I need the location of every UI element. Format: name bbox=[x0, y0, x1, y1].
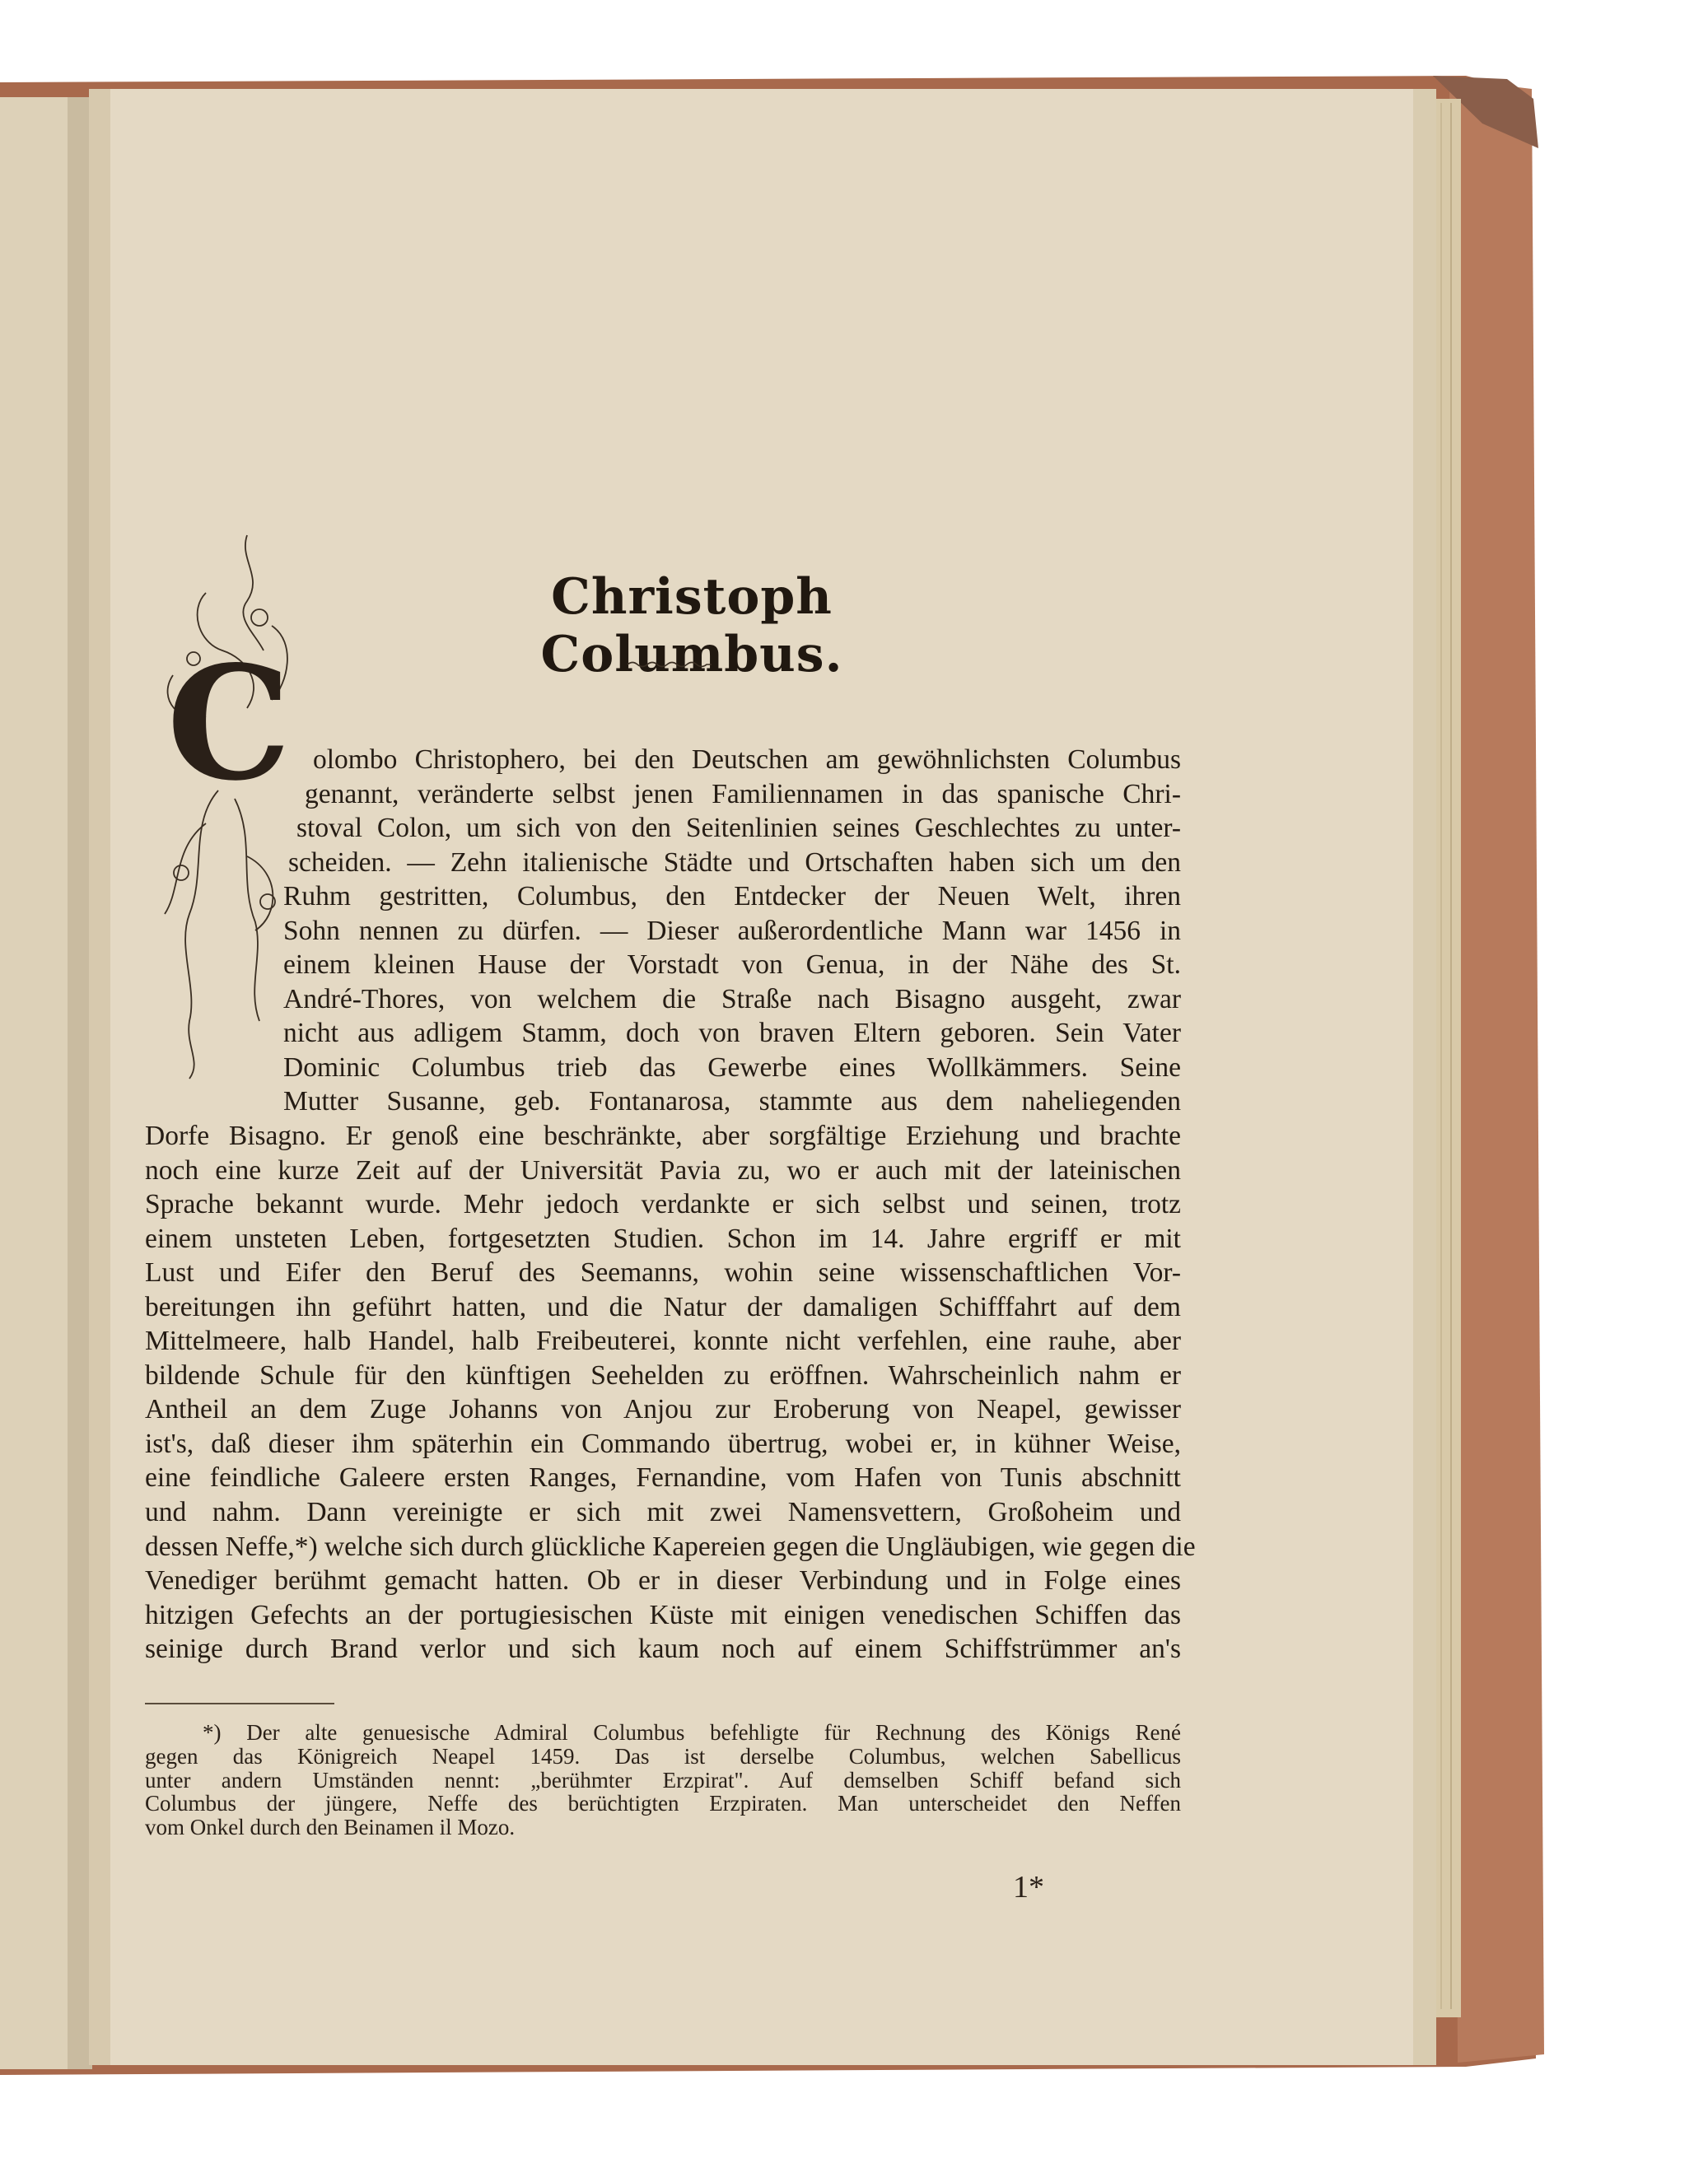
body-line: Sohn nennen zu dürfen. — Dieser außerordentliche Mann war 1456 in bbox=[283, 915, 1181, 946]
footnote-rule bbox=[145, 1703, 334, 1704]
body-line: Sprache bekannt wurde. Mehr jedoch verdankte er sich selbst und seinen, trotz bbox=[145, 1189, 1181, 1220]
footnote-line: Columbus der jüngere, Neffe des berüchtigten Erzpiraten. Man unterscheidet den Neffen bbox=[145, 1791, 1181, 1816]
body-line: hitzigen Gefechts an der portugiesischen Küste mit einigen venedischen Schiffen das bbox=[145, 1599, 1181, 1630]
body-line: Dominic Columbus trieb das Gewerbe eines Wollkämmers. Seine bbox=[283, 1051, 1181, 1083]
footnote-line: *) Der alte genuesische Admiral Columbus befehligte für Rechnung des Königs René bbox=[203, 1720, 1181, 1745]
body-line: einem kleinen Hause der Vorstadt von Genua, in der Nähe des St. bbox=[283, 949, 1181, 981]
body-line: André-Thores, von welchem die Straße nach Bisagno ausgeht, zwar bbox=[283, 983, 1181, 1014]
body-line: bildende Schule für den künftigen Seehelden zu eröffnen. Wahrscheinlich nahm er bbox=[145, 1359, 1181, 1391]
body-line: bereitungen ihn geführt hatten, und die Natur der damaligen Schifffahrt auf dem bbox=[145, 1291, 1181, 1322]
body-line: und nahm. Dann vereinigte er sich mit zwei Namensvettern, Großoheim und bbox=[145, 1497, 1181, 1528]
body-line: eine feindliche Galeere ersten Ranges, Fernandine, vom Hafen von Tunis abschnitt bbox=[145, 1462, 1181, 1494]
body-line: Antheil an dem Zuge Johanns von Anjou zur Eroberung von Neapel, gewisser bbox=[145, 1394, 1181, 1425]
body-line: scheiden. — Zehn italienische Städte und Ortschaften haben sich um den bbox=[288, 846, 1181, 878]
body-line: genannt, veränderte selbst jenen Familiennamen in das spanische Chri- bbox=[305, 778, 1181, 809]
body-line: einem unsteten Leben, fortgesetzten Studien. Schon im 14. Jahre ergriff er mit bbox=[145, 1223, 1181, 1254]
body-line: olombo Christophero, bei den Deutschen am gewöhnlichsten Columbus bbox=[313, 744, 1181, 775]
body-line: dessen Neffe,*) welche sich durch glückliche Kapereien gegen die Ungläubigen, wie gegen die bbox=[145, 1531, 1196, 1562]
body-line: Mutter Susanne, geb. Fontanarosa, stammte aus dem naheliegenden bbox=[283, 1086, 1181, 1117]
body-line: Venediger berühmt gemacht hatten. Ob er in dieser Verbindung und in Folge eines bbox=[145, 1565, 1181, 1597]
footnote bbox=[145, 1721, 1181, 1839]
title-divider-ornament bbox=[626, 659, 713, 670]
footnote-line: unter andern Umständen nennt: „berühmter Erzpirat". Auf demselben Schiff befand sich bbox=[145, 1767, 1181, 1793]
page-title: Christoph Columbus. bbox=[540, 568, 843, 683]
body-line: Mittelmeere, halb Handel, halb Freibeuterei, konnte nicht verfehlen, eine rauhe, aber bbox=[145, 1326, 1181, 1357]
body-line: stoval Colon, um sich von den Seitenlinien seines Geschlechtes zu unter- bbox=[296, 813, 1181, 844]
body-line: ist's, daß dieser ihm späterhin ein Commando übertrug, wobei er, in kühner Weise, bbox=[145, 1428, 1181, 1459]
initial-letter: C bbox=[166, 632, 292, 815]
body-line: seinige durch Brand verlor und sich kaum noch auf einem Schiffstrümmer an's bbox=[145, 1634, 1181, 1665]
body-line: Ruhm gestritten, Columbus, den Entdecker der Neuen Welt, ihren bbox=[283, 881, 1181, 912]
body-line: noch eine kurze Zeit auf der Universität Pavia zu, wo er auch mit der lateinischen bbox=[145, 1154, 1181, 1186]
body-line: Lust und Eifer den Beruf des Seemanns, wohin seine wissenschaftlichen Vor- bbox=[145, 1257, 1181, 1289]
body-line: Dorfe Bisagno. Er genoß eine beschränkte, aber sorgfältige Erziehung und brachte bbox=[145, 1121, 1181, 1152]
body-text bbox=[145, 743, 1196, 1667]
footnote-line: gegen das Königreich Neapel 1459. Das ist derselbe Columbus, welchen Sabellicus bbox=[145, 1743, 1181, 1769]
page-number: 1* bbox=[1013, 1870, 1044, 1905]
body-line: nicht aus adligem Stamm, doch von braven Eltern geboren. Sein Vater bbox=[283, 1018, 1181, 1049]
footnote-line: vom Onkel durch den Beinamen il Mozo. bbox=[145, 1815, 516, 1840]
